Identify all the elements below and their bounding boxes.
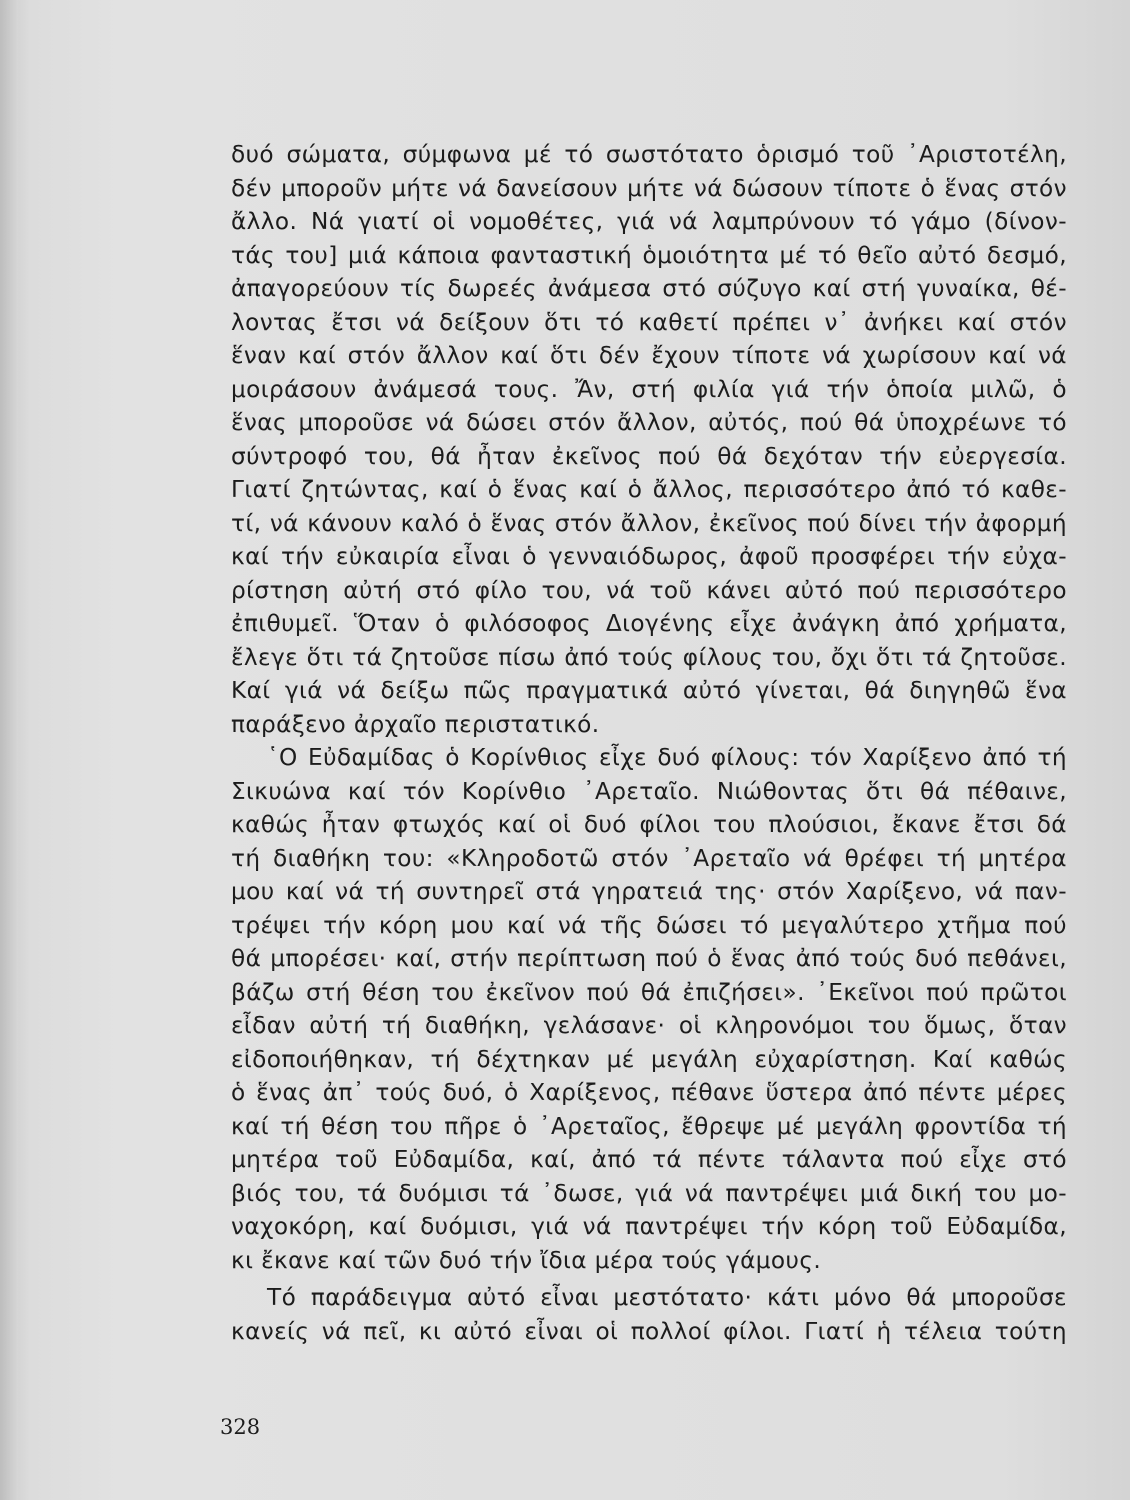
text-line: ῾Ο Εὐδαμίδας ὁ Κορίνθιος εἶχε δυό φίλους: τόν Χαρίξενο ἀπό τή (267, 744, 1067, 771)
text-line: βιός του, τά δυόμισι τά ᾿δωσε, γιά νά παντρέψει μιά δική του μο- (231, 1179, 1067, 1207)
page-edge (0, 0, 18, 1500)
paragraph-1 (231, 138, 1067, 741)
text-line: τί, νά κάνουν καλό ὁ ἕνας στόν ἄλλον, ἐκεῖνος πού δίνει τήν ἀφορμή (231, 509, 1067, 537)
text-line: δυό σώματα, σύμφωνα μέ τό σωστότατο ὁρισμό τοῦ ᾿Αριστοτέλη, (231, 141, 1067, 168)
text-line: κι ἔκανε καί τῶν δυό τήν ἴδια μέρα τούς γάμους. (231, 1246, 822, 1274)
text-line: καθώς ἦταν φτωχός καί οἱ δυό φίλοι του πλούσιοι, ἔκανε ἔτσι δά (231, 811, 1067, 838)
text-line: ἐπιθυμεῖ. Ὅταν ὁ φιλόσοφος Διογένης εἶχε ἀνάγκη ἀπό χρήματα, (231, 610, 1067, 637)
text-line: Τό παράδειγμα αὐτό εἶναι μεστότατο· κάτι μόνο θά μποροῦσε (267, 1284, 1067, 1311)
body-text (231, 138, 1067, 1348)
text-line: μου καί νά τή συντηρεῖ στά γηρατειά της· στόν Χαρίξενο, νά παν- (231, 878, 1067, 905)
text-line: εἶδαν αὐτή τή διαθήκη, γελάσανε· οἱ κληρονόμοι του ὅμως, ὅταν (231, 1012, 1067, 1039)
text-line: ἄλλο. Νά γιατί οἱ νομοθέτες, γιά νά λαμπρύνουν τό γάμο (δίνον- (231, 208, 1067, 235)
text-line: κανείς νά πεῖ, κι αὐτό εἶναι οἱ πολλοί φίλοι. Γιατί ἡ τέλεια τούτη (231, 1317, 1067, 1345)
text-line: ρίστηση αὐτή στό φίλο του, νά τοῦ κάνει αὐτό πού περισσότερο (231, 576, 1067, 604)
text-line: ναχοκόρη, καί δυόμισι, γιά νά παντρέψει τήν κόρη τοῦ Εὐδαμίδα, (231, 1213, 1067, 1240)
text-line: Καί γιά νά δείξω πῶς πραγματικά αὐτό γίνεται, θά διηγηθῶ ἕνα (231, 677, 1067, 704)
text-line: δέν μποροῦν μήτε νά δανείσουν μήτε νά δώσουν τίποτε ὁ ἕνας στόν (231, 174, 1067, 202)
text-line: ὁ ἕνας ἀπ᾿ τούς δυό, ὁ Χαρίξενος, πέθανε ὕστερα ἀπό πέντε μέρες (231, 1079, 1067, 1106)
text-line: παράξενο ἀρχαῖο περιστατικό. (231, 710, 600, 738)
text-line: Σικυώνα καί τόν Κορίνθιο ᾿Αρεταῖο. Νιώθοντας ὅτι θά πέθαινε, (231, 777, 1067, 805)
text-line: ἕναν καί στόν ἄλλον καί ὅτι δέν ἔχουν τίποτε νά χωρίσουν καί νά (231, 342, 1067, 369)
text-line: βάζω στή θέση του ἐκεῖνον πού θά ἐπιζήσει». ᾿Εκεῖνοι πού πρῶτοι (231, 978, 1067, 1006)
text-line: μοιράσουν ἀνάμεσά τους. Ἄν, στή φιλία γιά τήν ὁποία μιλῶ, ὁ (231, 375, 1067, 403)
text-line: μητέρα τοῦ Εὐδαμίδα, καί, ἀπό τά πέντε τάλαντα πού εἶχε στό (231, 1146, 1067, 1173)
text-line: τρέψει τήν κόρη μου καί νά τῆς δώσει τό μεγαλύτερο χτῆμα πού (231, 911, 1067, 939)
text-line: λοντας ἔτσι νά δείξουν ὅτι τό καθετί πρέπει ν᾿ ἀνήκει καί στόν (231, 308, 1067, 336)
text-line: καί τήν εὐκαιρία εἶναι ὁ γενναιόδωρος, ἀφοῦ προσφέρει τήν εὐχα- (231, 543, 1067, 570)
paragraph-3 (231, 1281, 1067, 1348)
text-line: ἔλεγε ὅτι τά ζητοῦσε πίσω ἀπό τούς φίλους του, ὄχι ὅτι τά ζητοῦσε. (231, 643, 1067, 671)
text-line: Γιατί ζητώντας, καί ὁ ἕνας καί ὁ ἄλλος, περισσότερο ἀπό τό καθε- (231, 476, 1067, 503)
text-line: τή διαθήκη του: «Κληροδοτῶ στόν ᾿Αρεταῖο νά θρέφει τή μητέρα (231, 844, 1067, 872)
page-number: 328 (220, 1415, 261, 1439)
text-line: θά μπορέσει· καί, στήν περίπτωση πού ὁ ἕνας ἀπό τούς δυό πεθάνει, (231, 945, 1067, 972)
text-line: τάς του] μιά κάποια φανταστική ὁμοιότητα μέ τό θεῖο αὐτό δεσμό, (231, 241, 1067, 269)
paragraph-2 (231, 741, 1067, 1277)
text-line: ἕνας μποροῦσε νά δώσει στόν ἄλλον, αὐτός, πού θά ὑποχρέωνε τό (231, 409, 1067, 436)
text-line: ἀπαγορεύουν τίς δωρεές ἀνάμεσα στό σύζυγο καί στή γυναίκα, θέ- (231, 275, 1067, 302)
text-line: σύντροφό του, θά ἦταν ἐκεῖνος πού θά δεχόταν τήν εὐεργεσία. (231, 442, 1067, 470)
text-line: εἰδοποιήθηκαν, τή δέχτηκαν μέ μεγάλη εὐχαρίστηση. Καί καθώς (231, 1045, 1067, 1073)
text-line: καί τή θέση του πῆρε ὁ ᾿Αρεταῖος, ἔθρεψε μέ μεγάλη φροντίδα τή (231, 1112, 1067, 1140)
